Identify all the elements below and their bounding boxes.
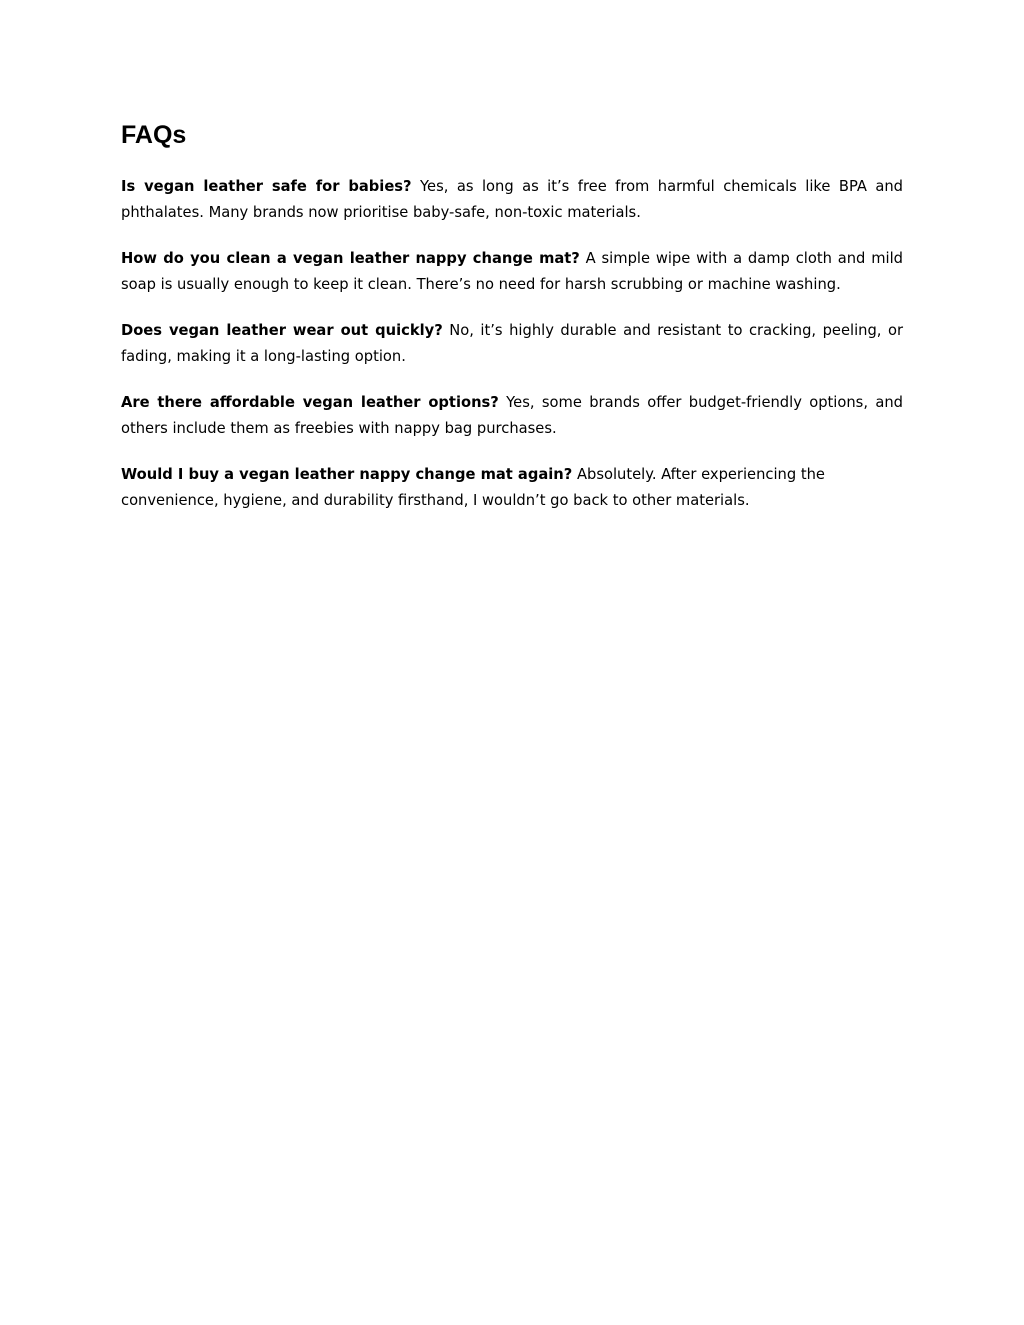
faq-item (121, 246, 903, 298)
faq-answer: No, it’s highly durable and resistant to cracking, peeling, or fading, making it a long-lasting option. (121, 322, 903, 365)
faq-item (121, 390, 903, 442)
faq-list (121, 174, 903, 514)
faq-question: Would I buy a vegan leather nappy change mat again? (121, 466, 573, 483)
faq-answer: A simple wipe with a damp cloth and mild soap is usually enough to keep it clean. There’s no need for harsh scrubbing or machine washing. (121, 250, 903, 293)
faq-question: Is vegan leather safe for babies? (121, 178, 412, 195)
faq-item (121, 174, 903, 226)
faq-item (121, 462, 903, 514)
faq-item (121, 318, 903, 370)
faq-question: Does vegan leather wear out quickly? (121, 322, 443, 339)
faq-answer: Yes, some brands offer budget-friendly options, and others include them as freebies with nappy bag purchases. (121, 394, 903, 437)
document-page (121, 118, 903, 534)
faq-question: How do you clean a vegan leather nappy change mat? (121, 250, 580, 267)
faq-answer: Yes, as long as it’s free from harmful chemicals like BPA and phthalates. Many brands now prioritise baby-safe, non-toxic materials. (121, 178, 903, 221)
page-title: FAQs (121, 121, 187, 149)
faq-answer: Absolutely. After experiencing the convenience, hygiene, and durability firsthand, I wouldn’t go back to other materials. (121, 466, 825, 509)
faq-question: Are there affordable vegan leather options? (121, 394, 499, 411)
